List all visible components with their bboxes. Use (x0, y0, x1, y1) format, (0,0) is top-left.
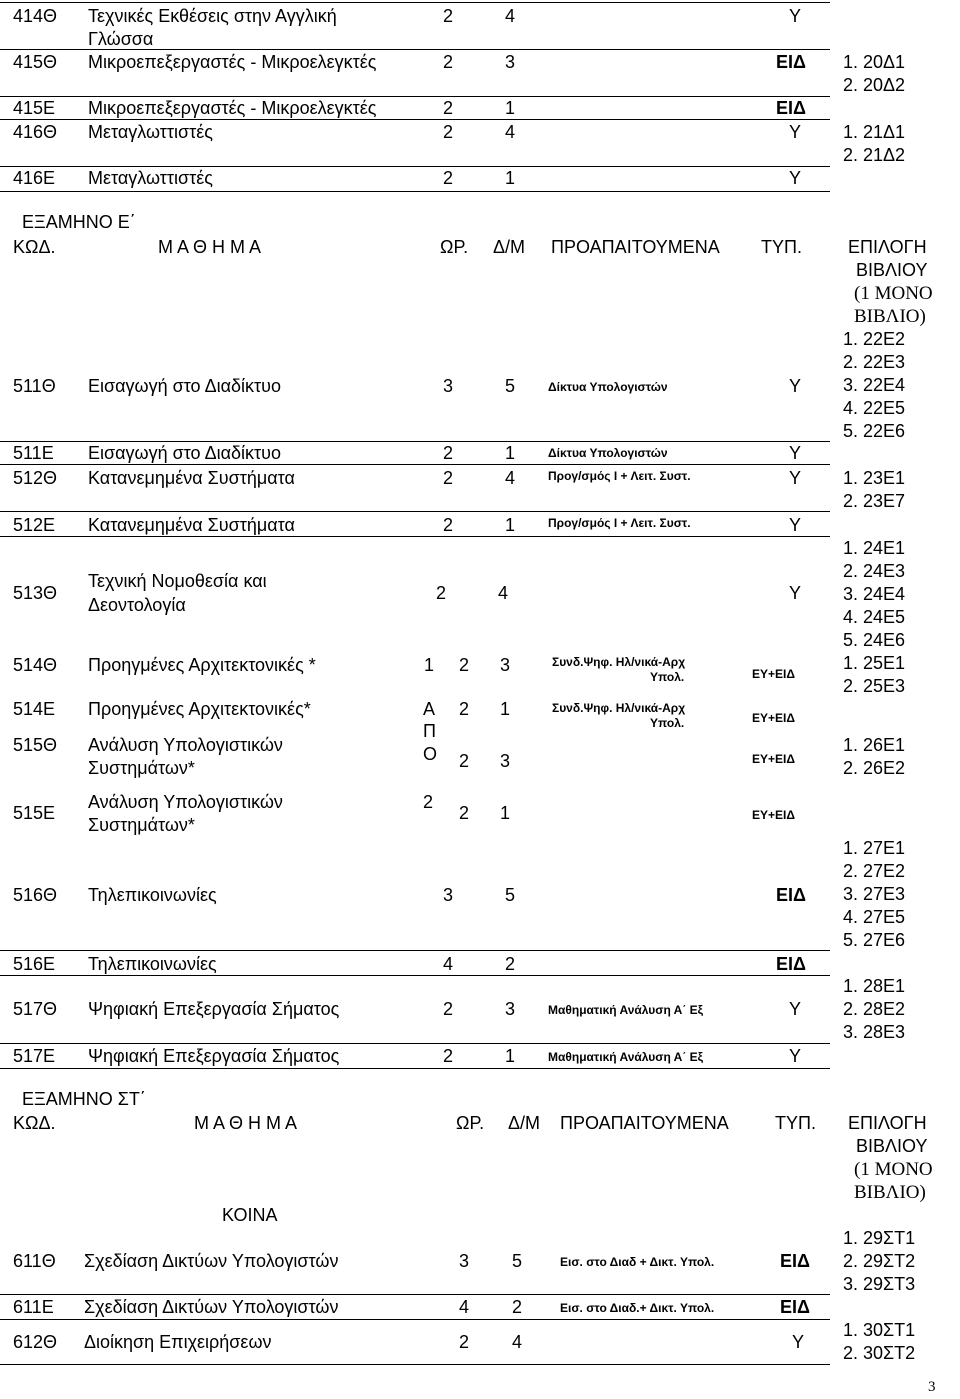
book-option: 2. 25Ε3 (843, 676, 906, 696)
course-code: 512Ε (13, 515, 56, 535)
course-type: ΕΙΔ (776, 954, 806, 974)
course-code: 611Θ (13, 1251, 56, 1271)
book-option: 2. 24Ε3 (843, 561, 906, 581)
header-book: ΒΙΒΛΙΟΥ (856, 1136, 928, 1156)
course-title: Ψηφιακή Επεξεργασία Σήματος (88, 1046, 340, 1066)
course-hours: 2 (423, 792, 434, 812)
course-title: Ανάλυση Υπολογιστικών (88, 792, 283, 812)
header-book-note: ΒΙΒΛΙΟ) (854, 1182, 926, 1203)
header-book-note: ΒΙΒΛΙΟ) (854, 306, 926, 327)
course-prereq: Εισ. στο Διαδ + Δικτ. Υπολ. (560, 1255, 715, 1269)
header-course: Μ Α Θ Η Μ Α (158, 237, 262, 257)
course-type: Υ (789, 376, 802, 396)
course-type: ΕΥ+ΕΙΔ (752, 752, 795, 766)
course-title: Μικροεπεξεργαστές - Μικροελεγκτές (88, 98, 377, 118)
semester-title: ΕΞΑΜΗΝΟ Ε΄ (22, 212, 136, 232)
book-option: 1. 22Ε2 (843, 329, 906, 349)
course-hours: 2 (443, 515, 454, 535)
course-hours: 2 (443, 98, 454, 118)
course-hours: 4 (443, 954, 454, 974)
course-title: Εισαγωγή στο Διαδίκτυο (88, 443, 281, 463)
book-option: 1. 30ΣΤ1 (843, 1320, 916, 1340)
course-hours: 1 (424, 655, 435, 675)
book-option: 1. 28Ε1 (843, 976, 906, 996)
book-option: 3. 29ΣΤ3 (843, 1274, 916, 1294)
header-book: ΕΠΙΛΟΓΗ (848, 237, 927, 257)
book-option: 2. 29ΣΤ2 (843, 1251, 916, 1271)
header-course: Μ Α Θ Η Μ Α (194, 1113, 298, 1133)
header-hours: ΩΡ. (440, 237, 469, 257)
header-book: ΕΠΙΛΟΓΗ (848, 1113, 927, 1133)
course-title: Κατανεμημένα Συστήματα (88, 515, 295, 535)
book-option: 2. 28Ε2 (843, 999, 906, 1019)
course-code: 611Ε (13, 1297, 54, 1317)
table-rule (0, 1319, 830, 1320)
header-type: ΤΥΠ. (775, 1113, 817, 1133)
table-rule (0, 1294, 830, 1295)
course-title-cont: Γλώσσα (88, 29, 154, 49)
course-credits: 1 (500, 803, 511, 823)
course-title-cont: Δεοντολογία (88, 595, 186, 615)
course-credits: 1 (505, 1046, 516, 1066)
subheader-common: ΚΟΙΝΑ (222, 1205, 278, 1225)
course-title: Μεταγλωττιστές (88, 168, 213, 188)
course-type: Υ (789, 583, 802, 603)
course-hours: 2 (443, 122, 454, 142)
header-book-note: (1 ΜΟΝΟ (854, 1159, 933, 1180)
course-hours: 2 (436, 583, 447, 603)
book-option: 2. 26Ε2 (843, 758, 906, 778)
book-option: 1. 25Ε1 (843, 653, 906, 673)
table-rule (0, 511, 830, 512)
book-option: 4. 27Ε5 (843, 907, 906, 927)
course-type: Υ (789, 168, 802, 188)
course-title: Μικροεπεξεργαστές - Μικροελεγκτές (88, 52, 377, 72)
course-code: 414Θ (13, 6, 58, 26)
book-option: 1. 26Ε1 (843, 735, 906, 755)
course-title: Ψηφιακή Επεξεργασία Σήματος (88, 999, 340, 1019)
course-title: Τηλεπικοινωνίες (88, 954, 217, 974)
course-hours: 2 (443, 6, 454, 26)
book-option: 3. 22Ε4 (843, 375, 906, 395)
book-option: 3. 28Ε3 (843, 1022, 906, 1042)
course-hours: 2 (443, 168, 454, 188)
course-type: ΕΥ+ΕΙΔ (752, 667, 795, 681)
course-hours: 2 (443, 1046, 454, 1066)
course-code: 511Θ (13, 376, 56, 396)
course-credits: 2 (505, 954, 516, 974)
course-type: Υ (789, 515, 802, 535)
table-rule (0, 1068, 830, 1069)
table-rule (0, 975, 830, 976)
course-hours: 3 (443, 376, 454, 396)
book-option: 4. 22Ε5 (843, 398, 906, 418)
book-option: 4. 24Ε5 (843, 607, 906, 627)
table-rule (0, 950, 830, 951)
course-title: Τεχνική Νομοθεσία και (88, 571, 267, 591)
course-credits: 3 (505, 52, 516, 72)
book-option: 2. 23Ε7 (843, 491, 906, 511)
book-option: 1. 29ΣΤ1 (843, 1228, 916, 1248)
header-hours: ΩΡ. (456, 1113, 485, 1133)
course-type: Υ (789, 122, 802, 142)
header-book-note: (1 ΜΟΝΟ (854, 283, 933, 304)
course-credits: 5 (505, 376, 516, 396)
course-prereq: Εισ. στο Διαδ.+ Δικτ. Υπολ. (560, 1301, 715, 1315)
course-type: Υ (789, 6, 802, 26)
course-code: 516Ε (13, 954, 56, 974)
book-option: 1. 27Ε1 (843, 838, 906, 858)
course-prereq: Δίκτυα Υπολογιστών (548, 380, 668, 394)
header-prereq: ΠΡΟΑΠΑΙΤΟΥΜΕΝΑ (560, 1113, 729, 1133)
course-title: Τεχνικές Εκθέσεις στην Αγγλική (88, 6, 337, 26)
course-code: 517Θ (13, 999, 58, 1019)
course-credits: 1 (500, 699, 511, 719)
table-rule (0, 2, 830, 3)
course-credits: 3 (500, 751, 511, 771)
course-credits: 2 (512, 1297, 523, 1317)
course-code: 415Ε (13, 98, 56, 118)
course-title: Κατανεμημένα Συστήματα (88, 468, 295, 488)
course-prereq: Προγ/σμός Ι + Λειτ. Συστ. (548, 516, 691, 530)
course-prereq-cont: Υπολ. (650, 670, 685, 684)
course-type: ΕΙΔ (780, 1251, 810, 1271)
course-credits: 4 (505, 468, 516, 488)
course-code: 517Ε (13, 1046, 56, 1066)
course-hours: 2 (443, 468, 454, 488)
course-title-cont: Συστημάτων* (88, 815, 195, 835)
book-option: 2. 20Δ2 (843, 75, 906, 95)
book-option: 3. 27Ε3 (843, 884, 906, 904)
header-code: ΚΩΔ. (13, 237, 56, 257)
table-rule (0, 464, 830, 465)
header-code: ΚΩΔ. (13, 1113, 56, 1133)
course-hours: 4 (459, 1297, 470, 1317)
course-hours: 2 (443, 52, 454, 72)
header-dm: Δ/Μ (508, 1113, 541, 1133)
course-type: ΕΙΔ (780, 1297, 810, 1317)
course-hours-alt: 2 (459, 803, 470, 823)
course-code: 514Θ (13, 655, 58, 675)
course-prereq: Μαθηματική Ανάλυση Α΄ Εξ (548, 1003, 704, 1017)
book-option: 5. 24Ε6 (843, 630, 906, 650)
course-type: ΕΙΔ (776, 885, 806, 905)
course-code: 416Θ (13, 122, 58, 142)
course-title: Προηγμένες Αρχιτεκτονικές * (88, 655, 316, 675)
book-option: 1. 24Ε1 (843, 538, 906, 558)
table-rule (0, 191, 830, 192)
book-option: 1. 23Ε1 (843, 468, 906, 488)
course-hours: 3 (443, 885, 454, 905)
course-credits: 3 (500, 655, 511, 675)
course-credits: 5 (505, 885, 516, 905)
course-code: 514Ε (13, 699, 56, 719)
course-code: 416Ε (13, 168, 56, 188)
course-title: Σχεδίαση Δικτύων Υπολογιστών (84, 1297, 339, 1317)
book-option: 1. 21Δ1 (843, 122, 906, 142)
course-hours: Ο (423, 744, 438, 764)
course-title: Μεταγλωττιστές (88, 122, 213, 142)
course-hours: Π (423, 721, 436, 741)
course-credits: 4 (505, 6, 516, 26)
course-type: ΕΙΔ (776, 98, 806, 118)
course-prereq: Μαθηματική Ανάλυση Α΄ Εξ (548, 1050, 704, 1064)
course-hours: Α (423, 699, 436, 719)
book-option: 3. 24Ε4 (843, 584, 906, 604)
header-dm: Δ/Μ (493, 237, 526, 257)
table-rule (0, 536, 830, 537)
course-code: 512Θ (13, 468, 58, 488)
course-title: Σχεδίαση Δικτύων Υπολογιστών (84, 1251, 339, 1271)
course-credits: 3 (505, 999, 516, 1019)
course-type: Υ (789, 468, 802, 488)
course-title: Εισαγωγή στο Διαδίκτυο (88, 376, 281, 396)
course-code: 513Θ (13, 583, 58, 603)
course-hours-alt: 2 (459, 699, 470, 719)
semester-title: ΕΞΑΜΗΝΟ ΣΤ΄ (22, 1089, 146, 1109)
course-credits: 4 (498, 583, 509, 603)
course-hours: 2 (443, 443, 454, 463)
course-type: ΕΥ+ΕΙΔ (752, 808, 795, 822)
course-type: Υ (789, 1046, 802, 1066)
course-code: 515Θ (13, 735, 58, 755)
course-type: Υ (789, 999, 802, 1019)
course-type: Υ (789, 443, 802, 463)
course-prereq: Δίκτυα Υπολογιστών (548, 446, 668, 460)
course-code: 612Θ (13, 1332, 58, 1352)
course-credits: 4 (512, 1332, 523, 1352)
course-type: Υ (792, 1332, 805, 1352)
course-prereq: Συνδ.Ψηφ. Ηλ/νικά-Αρχ (552, 655, 686, 669)
course-prereq: Προγ/σμός Ι + Λειτ. Συστ. (548, 469, 691, 483)
book-option: 2. 21Δ2 (843, 145, 906, 165)
course-type: ΕΙΔ (776, 52, 806, 72)
course-credits: 1 (505, 168, 516, 188)
course-prereq: Συνδ.Ψηφ. Ηλ/νικά-Αρχ (552, 701, 686, 715)
course-title: Τηλεπικοινωνίες (88, 885, 217, 905)
course-credits: 4 (505, 122, 516, 142)
table-rule (0, 1043, 830, 1044)
header-prereq: ΠΡΟΑΠΑΙΤΟΥΜΕΝΑ (551, 237, 720, 257)
course-hours-alt: 2 (459, 655, 470, 675)
page-number: 3 (928, 1379, 936, 1395)
course-title: Ανάλυση Υπολογιστικών (88, 735, 283, 755)
course-type: ΕΥ+ΕΙΔ (752, 711, 795, 725)
course-title: Προηγμένες Αρχιτεκτονικές* (88, 699, 311, 719)
header-type: ΤΥΠ. (761, 237, 803, 257)
course-code: 516Θ (13, 885, 58, 905)
book-option: 2. 30ΣΤ2 (843, 1343, 916, 1363)
book-option: 2. 22Ε3 (843, 352, 906, 372)
table-rule (0, 119, 830, 120)
course-hours: 2 (443, 999, 454, 1019)
course-hours: 3 (459, 1251, 470, 1271)
book-option: 5. 27Ε6 (843, 930, 906, 950)
course-code: 415Θ (13, 52, 58, 72)
book-option: 2. 27Ε2 (843, 861, 906, 881)
course-title: Διοίκηση Επιχειρήσεων (84, 1332, 272, 1352)
course-code: 515Ε (13, 803, 56, 823)
header-book: ΒΙΒΛΙΟΥ (856, 260, 928, 280)
course-credits: 5 (512, 1251, 523, 1271)
course-credits: 1 (505, 98, 516, 118)
course-title-cont: Συστημάτων* (88, 758, 195, 778)
course-hours: 2 (459, 1332, 470, 1352)
book-option: 5. 22Ε6 (843, 421, 906, 441)
course-credits: 1 (505, 443, 516, 463)
table-rule (0, 1364, 830, 1365)
course-prereq-cont: Υπολ. (650, 716, 685, 730)
course-code: 511Ε (13, 443, 54, 463)
course-hours-alt: 2 (459, 751, 470, 771)
book-option: 1. 20Δ1 (843, 52, 906, 72)
course-credits: 1 (505, 515, 516, 535)
